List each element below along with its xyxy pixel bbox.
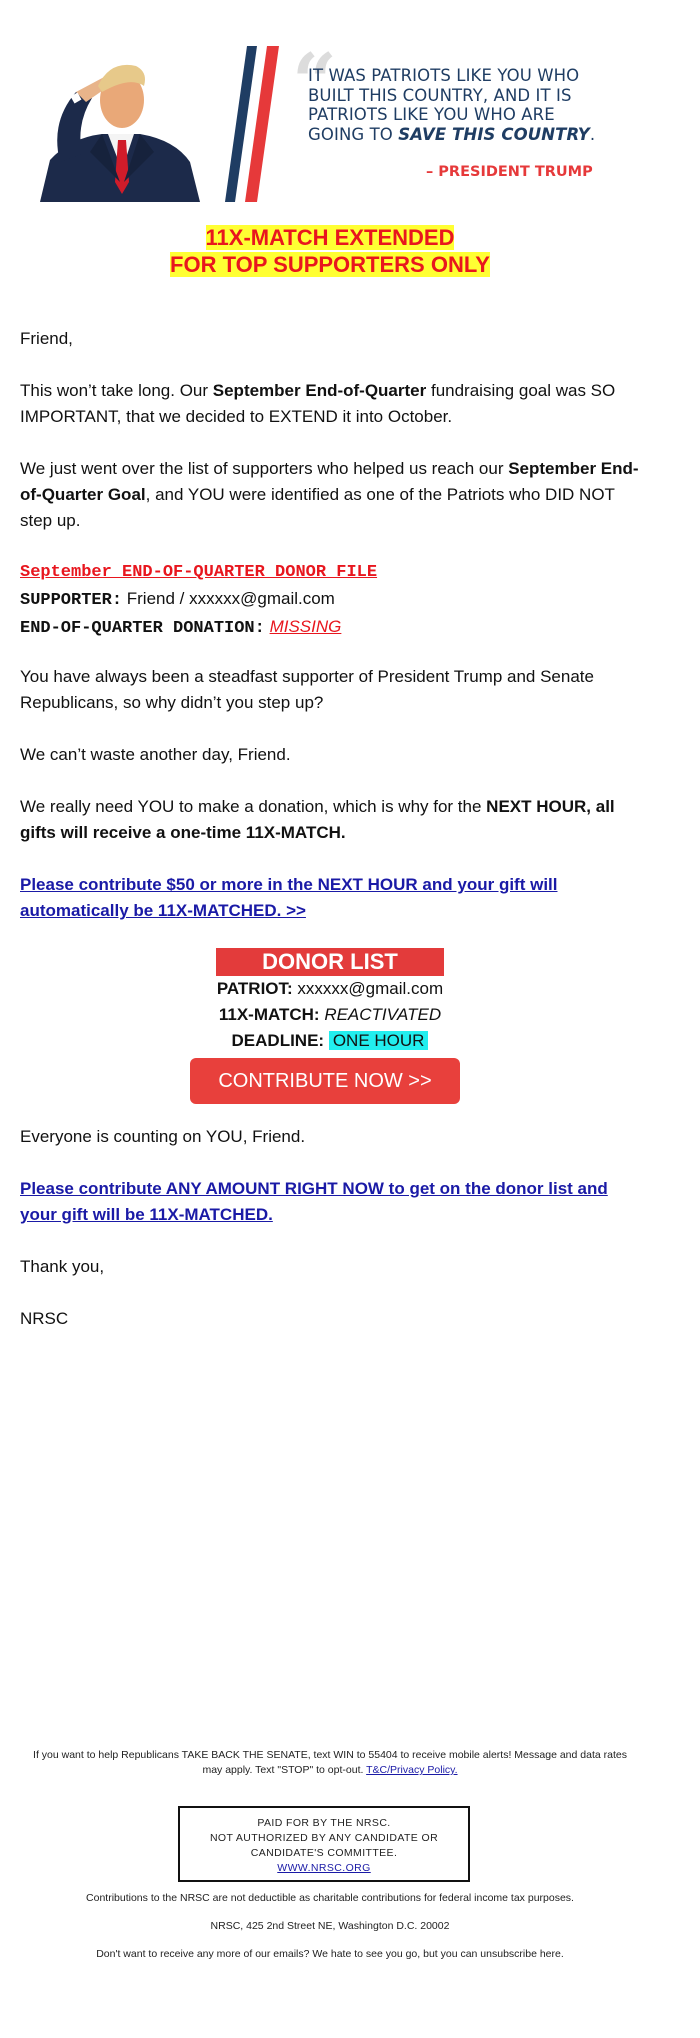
unsubscribe-note[interactable]: Don't want to receive any more of our emails? We hate to see you go, but you can unsubscribe here. bbox=[96, 1948, 564, 1960]
p2-text-c: , and YOU were identified as one of the Patriots who DID NOT step up. bbox=[20, 485, 615, 530]
paragraph-5 bbox=[20, 794, 640, 846]
p3-text: You have always been a steadfast supporter of President Trump and Senate Republicans, so why didn’t you step up? bbox=[20, 667, 594, 712]
headline-line-2: FOR TOP SUPPORTERS ONLY bbox=[170, 252, 490, 277]
deadline-row bbox=[0, 1028, 660, 1054]
donor-list-box bbox=[0, 948, 660, 1054]
quote-line-2: BUILT THIS COUNTRY, AND IT IS bbox=[308, 85, 572, 105]
match-row bbox=[0, 1002, 660, 1028]
tax-note: Contributions to the NRSC are not deductible as charitable contributions for federal income tax purposes. bbox=[86, 1892, 574, 1904]
patriot-row bbox=[0, 976, 660, 1002]
paid-for-box bbox=[178, 1806, 470, 1882]
donor-file-title: September END-OF-QUARTER DONOR FILE bbox=[20, 563, 378, 582]
sms-disclaimer bbox=[25, 1748, 635, 1778]
closing bbox=[20, 1254, 640, 1280]
signature-text: NRSC bbox=[20, 1309, 69, 1328]
p5-text-bold: NEXT HOUR, all gifts will receive a one-time 11X-MATCH. bbox=[20, 797, 615, 842]
paid-line-1: PAID FOR BY THE NRSC. bbox=[257, 1817, 391, 1829]
decorative-stripes-graphic bbox=[225, 46, 295, 202]
paragraph-6 bbox=[20, 1124, 640, 1150]
greeting bbox=[20, 326, 640, 352]
p1-text-c: fundraising goal was SO IMPORTANT, that we decided to EXTEND it into October. bbox=[20, 381, 616, 426]
contribute-now-button[interactable]: CONTRIBUTE NOW >> bbox=[190, 1058, 460, 1104]
paid-line-2: NOT AUTHORIZED BY ANY CANDIDATE OR bbox=[209, 1832, 439, 1844]
headline bbox=[0, 224, 660, 278]
privacy-policy-link[interactable]: T&C/Privacy Policy. bbox=[366, 1764, 458, 1776]
match-value: REACTIVATED bbox=[319, 1005, 442, 1024]
p4-text: We can’t waste another day, Friend. bbox=[20, 745, 291, 764]
paragraph-4 bbox=[20, 742, 640, 768]
paragraph-2 bbox=[20, 456, 640, 534]
supporter-label: SUPPORTER: bbox=[20, 591, 123, 610]
quote-line-4 bbox=[308, 125, 648, 145]
deadline-value: ONE HOUR bbox=[329, 1031, 429, 1050]
match-label: 11X-MATCH: bbox=[218, 1005, 320, 1024]
nrsc-website-link[interactable]: WWW.NRSC.ORG bbox=[277, 1862, 371, 1874]
quote-line-4-end: . bbox=[589, 124, 596, 144]
p2-text-bold: September End-of-Quarter Goal bbox=[20, 459, 639, 504]
greeting-text: Friend, bbox=[20, 329, 73, 348]
sms-text: If you want to help Republicans TAKE BACK THE SENATE, text WIN to 55404 to receive mobile alerts! Message and data rates may apply. Text "STOP" to opt-out. bbox=[33, 1749, 627, 1776]
supporter-value: Friend / xxxxxx@gmail.com bbox=[122, 589, 335, 608]
donor-file-block bbox=[20, 560, 640, 642]
p5-text-a: We really need YOU to make a donation, which is why for the bbox=[20, 797, 487, 816]
donation-label: END-OF-QUARTER DONATION: bbox=[20, 619, 265, 638]
p1-text-a: This won’t take long. Our bbox=[20, 381, 213, 400]
quote-attribution: – PRESIDENT TRUMP bbox=[426, 164, 593, 180]
president-portrait-image bbox=[30, 42, 210, 202]
paragraph-3 bbox=[20, 664, 640, 716]
donation-status: MISSING bbox=[269, 617, 342, 636]
patriot-label: PATRIOT: bbox=[216, 979, 293, 998]
quote-line-3: PATRIOTS LIKE YOU WHO ARE bbox=[308, 105, 555, 124]
quote-line-1: IT WAS PATRIOTS LIKE YOU WHO bbox=[308, 66, 580, 85]
donor-list-title: DONOR LIST bbox=[216, 948, 444, 976]
patriot-value: xxxxxx@gmail.com bbox=[292, 979, 444, 998]
p2-text-a: We just went over the list of supporters who helped us reach our bbox=[20, 459, 509, 478]
hero-banner bbox=[30, 37, 630, 202]
donate-link-2-wrap bbox=[20, 1176, 640, 1228]
headline-line-1: 11X-MATCH EXTENDED bbox=[205, 225, 455, 250]
donate-link-any-amount[interactable]: Please contribute ANY AMOUNT RIGHT NOW to get on the donor list and your gift will be 11X-MATCHED. bbox=[20, 1179, 608, 1224]
donate-link-50[interactable]: Please contribute $50 or more in the NEXT HOUR and your gift will automatically be 11X-MATCHED. >> bbox=[20, 875, 558, 920]
deadline-label: DEADLINE: bbox=[231, 1031, 325, 1050]
closing-text: Thank you, bbox=[20, 1257, 105, 1276]
p6-text: Everyone is counting on YOU, Friend. bbox=[20, 1127, 306, 1146]
donate-link-1-wrap bbox=[20, 872, 640, 924]
quote-line-4-start: GOING TO bbox=[308, 124, 399, 144]
signature bbox=[20, 1306, 640, 1332]
p1-text-bold: September End-of-Quarter bbox=[212, 381, 427, 400]
quote-mark-icon: “ bbox=[292, 37, 337, 128]
paid-line-3: CANDIDATE'S COMMITTEE. bbox=[250, 1847, 398, 1859]
hero-quote bbox=[308, 66, 648, 144]
address: NRSC, 425 2nd Street NE, Washington D.C. 20002 bbox=[210, 1920, 450, 1932]
quote-emphasis: SAVE THIS COUNTRY bbox=[398, 124, 590, 144]
paragraph-1 bbox=[20, 378, 640, 430]
